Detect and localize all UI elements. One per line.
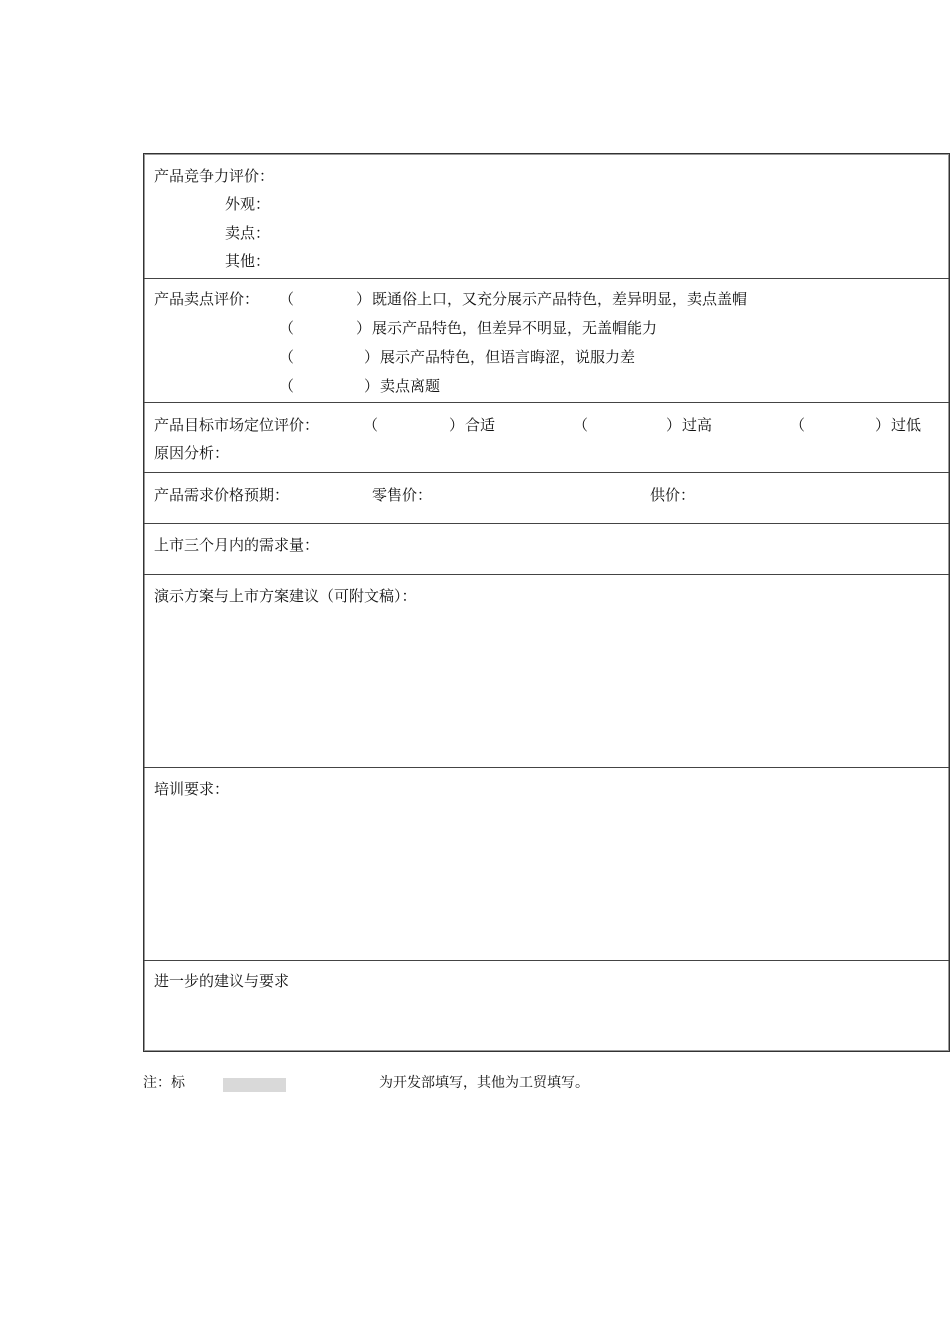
selling-option-text: 既通俗上口，又充分展示产品特色，差异明显，卖点盖帽 <box>372 290 748 308</box>
price-section <box>144 473 949 524</box>
selling-option-text: 展示产品特色，但语言晦涩，说服力差 <box>380 348 636 366</box>
positioning-option-too-high: 过高 <box>682 416 713 434</box>
demand-label: 上市三个月内的需求量： <box>154 536 320 554</box>
supply-price-label: 供价： <box>650 486 696 504</box>
option-open-paren: （ <box>279 319 295 337</box>
option-close-paren: ） <box>356 319 372 337</box>
competitiveness-section <box>144 154 949 279</box>
option-close-paren: ） <box>666 416 682 434</box>
selling-point-label: 卖点： <box>225 224 271 242</box>
further-section <box>144 961 949 1051</box>
option-open-paren: （ <box>279 290 295 308</box>
selling-option-text: 展示产品特色，但差异不明显，无盖帽能力 <box>372 319 658 337</box>
competitiveness-title: 产品竞争力评价： <box>154 167 275 185</box>
option-close-paren: ） <box>364 348 380 366</box>
training-section <box>144 768 949 961</box>
further-label: 进一步的建议与要求 <box>154 972 290 990</box>
marker-swatch <box>223 1078 286 1092</box>
positioning-label: 产品目标市场定位评价： <box>154 416 320 434</box>
option-open-paren: （ <box>790 416 806 434</box>
option-open-paren: （ <box>363 416 379 434</box>
option-open-paren: （ <box>279 348 295 366</box>
selling-point-eval-label: 产品卖点评价： <box>154 290 260 308</box>
reason-analysis-label: 原因分析： <box>154 444 230 462</box>
positioning-option-too-low: 过低 <box>891 416 922 434</box>
selling-point-section <box>144 279 949 403</box>
option-open-paren: （ <box>573 416 589 434</box>
price-expectation-label: 产品需求价格预期： <box>154 486 290 504</box>
plan-section <box>144 575 949 768</box>
positioning-option-suitable: 合适 <box>465 416 496 434</box>
selling-option-text: 卖点离题 <box>380 377 441 395</box>
retail-price-label: 零售价： <box>372 486 433 504</box>
training-label: 培训要求： <box>154 780 230 798</box>
note-suffix: 为开发部填写，其他为工贸填写。 <box>379 1075 589 1091</box>
option-close-paren: ） <box>356 290 372 308</box>
option-close-paren: ） <box>364 377 380 395</box>
demand-section <box>144 524 949 575</box>
appearance-label: 外观： <box>225 195 271 213</box>
footnote <box>143 1073 843 1093</box>
other-label: 其他： <box>225 252 271 270</box>
positioning-section <box>144 403 949 473</box>
option-open-paren: （ <box>279 377 295 395</box>
option-close-paren: ） <box>875 416 891 434</box>
note-prefix: 注：标 <box>143 1075 185 1091</box>
plan-label: 演示方案与上市方案建议（可附文稿）： <box>154 587 417 605</box>
evaluation-form <box>143 153 950 1052</box>
option-close-paren: ） <box>449 416 465 434</box>
